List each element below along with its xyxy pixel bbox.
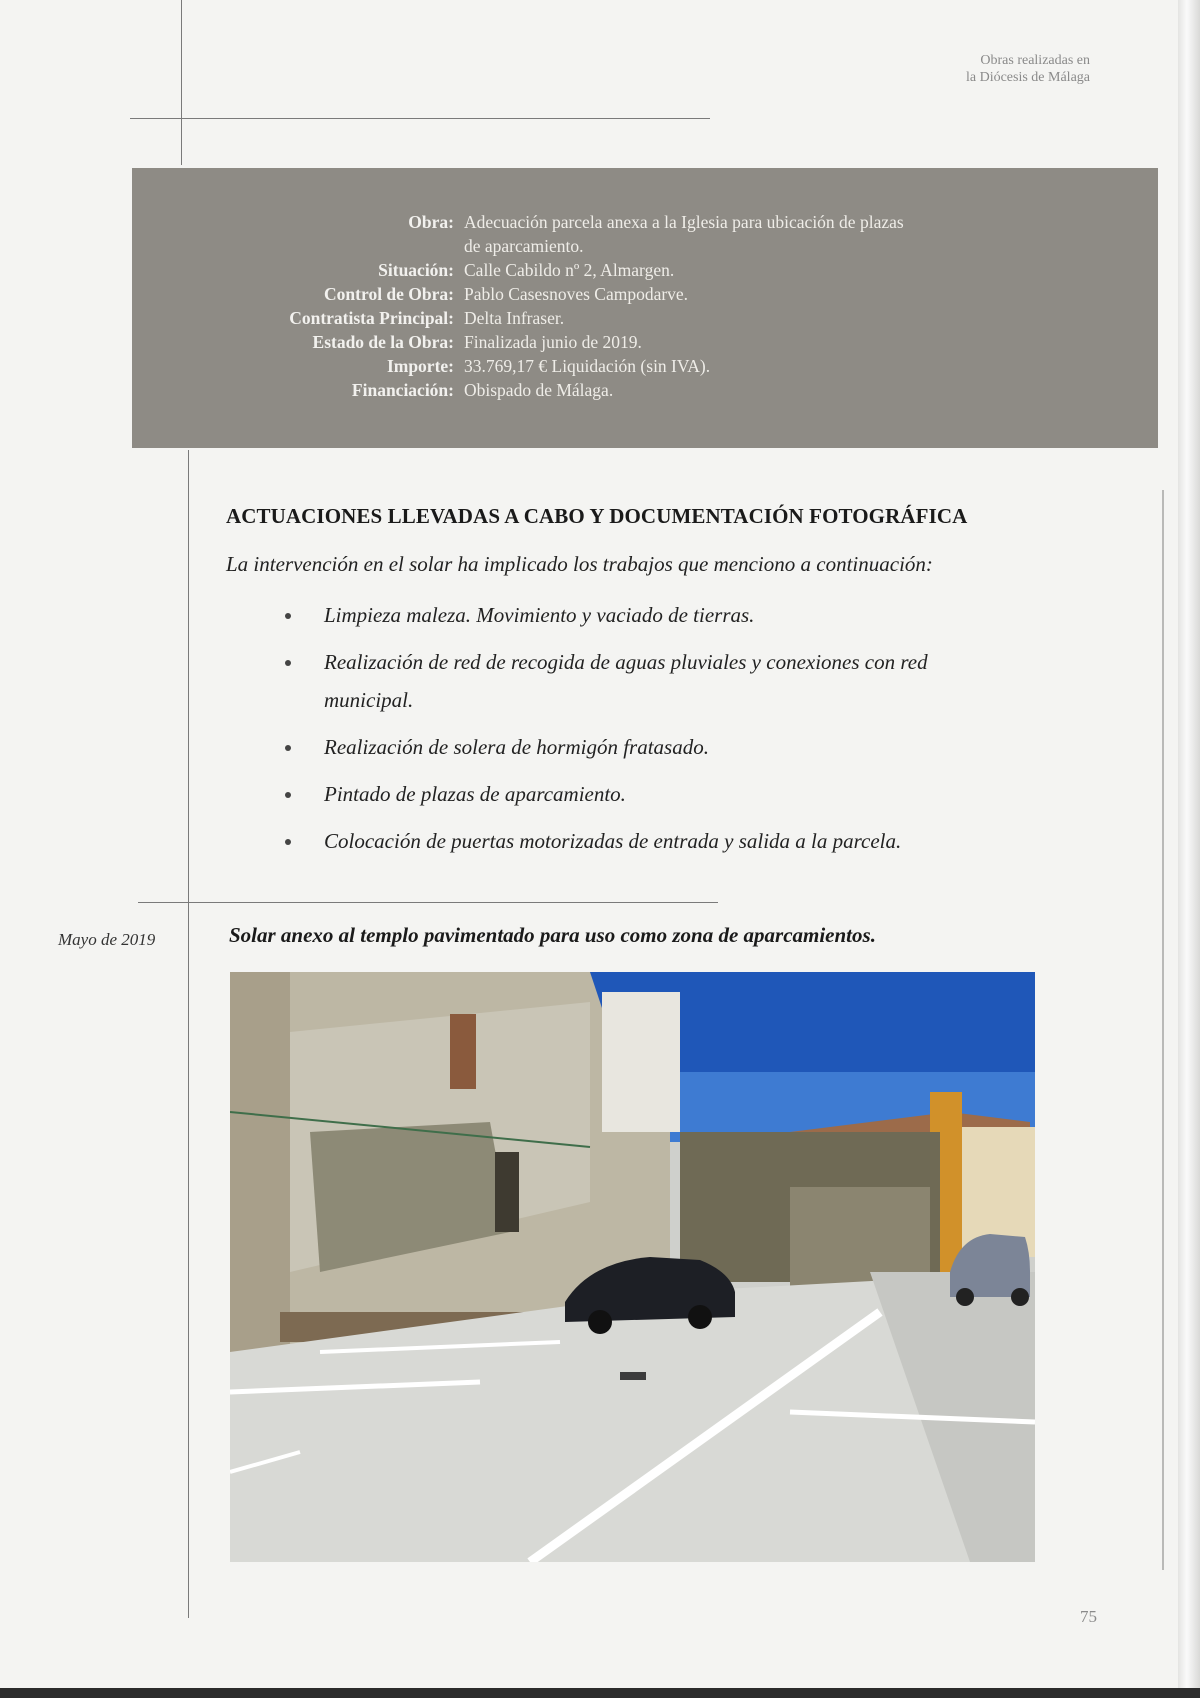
info-row-control [132, 282, 1158, 306]
list-item [280, 822, 1020, 860]
info-value: de aparcamiento. [464, 236, 584, 256]
list-item [280, 728, 1020, 766]
running-header-line-1: Obras realizadas en [980, 53, 1090, 68]
running-header [966, 52, 1090, 86]
project-info-box [132, 168, 1158, 448]
info-label: Estado de la Obra: [312, 332, 454, 352]
page-number: 75 [1080, 1607, 1097, 1626]
bullet-icon [285, 660, 291, 666]
parking-lot-illustration [230, 972, 1035, 1562]
photo-caption: Solar anexo al templo pavimentado para uso como zona de aparcamientos. [229, 923, 876, 947]
info-value: Delta Infraser. [464, 308, 565, 328]
window [450, 1014, 476, 1089]
list-item-text: Realización de red de recogida de aguas pluviales y conexiones con red municipal. [324, 650, 928, 712]
info-label: Importe: [386, 356, 454, 376]
list-item-text: Limpieza maleza. Movimiento y vaciado de tierras. [324, 603, 755, 627]
divider-middle [138, 902, 718, 903]
info-row-financiacion [132, 378, 1158, 402]
divider-top [130, 118, 710, 119]
bullet-icon [285, 792, 291, 798]
info-value: 33.769,17 € Liquidación (sin IVA). [464, 356, 711, 376]
info-row-situacion [132, 258, 1158, 282]
info-value: Adecuación parcela anexa a la Iglesia para ubicación de plazas [464, 212, 904, 232]
building-corner [230, 972, 290, 1362]
info-label: Obra: [408, 212, 454, 232]
page-edge [1178, 0, 1200, 1698]
list-item [280, 643, 1020, 719]
parking-lot-photo [230, 972, 1035, 1562]
info-row-obra [132, 210, 1158, 234]
info-value: Obispado de Málaga. [464, 380, 614, 400]
info-value: Finalizada junio de 2019. [464, 332, 642, 352]
margin-rule-top [181, 0, 182, 165]
info-label: Situación: [378, 260, 454, 280]
list-item [280, 775, 1020, 813]
margin-rule [188, 450, 189, 1618]
project-info-table [132, 210, 1158, 402]
list-item-text: Colocación de puertas motorizadas de entrada y salida a la parcela. [324, 829, 902, 853]
page-edge-shadow [1162, 490, 1164, 1570]
info-value: Pablo Casesnoves Campodarve. [464, 284, 689, 304]
section-heading: ACTUACIONES LLEVADAS A CABO Y DOCUMENTACIÓN FOTOGRÁFICA [226, 504, 968, 528]
photo-date: Mayo de 2019 [58, 930, 156, 949]
info-row-obra-cont [132, 234, 1158, 258]
white-wall [602, 992, 680, 1132]
bullet-icon [285, 839, 291, 845]
running-header-line-2: la Diócesis de Málaga [965, 70, 1090, 85]
list-item [280, 596, 1020, 634]
bullet-icon [285, 745, 291, 751]
works-list [280, 596, 1020, 869]
info-label: Control de Obra: [324, 284, 454, 304]
info-value: Calle Cabildo nº 2, Almargen. [464, 260, 675, 280]
section-intro: La intervención en el solar ha implicado los trabajos que menciono a continuación: [226, 552, 933, 576]
drain-grate [620, 1372, 646, 1380]
info-label: Financiación: [351, 380, 454, 400]
bullet-icon [285, 613, 291, 619]
list-item-text: Pintado de plazas de aparcamiento. [324, 782, 626, 806]
scan-bottom-edge [0, 1688, 1200, 1698]
info-row-contratista [132, 306, 1158, 330]
door-opening [495, 1152, 519, 1232]
info-row-importe [132, 354, 1158, 378]
info-label [132, 234, 464, 258]
list-item-text: Realización de solera de hormigón fratasado. [324, 735, 709, 759]
info-label: Contratista Principal: [289, 308, 454, 328]
info-row-estado [132, 330, 1158, 354]
